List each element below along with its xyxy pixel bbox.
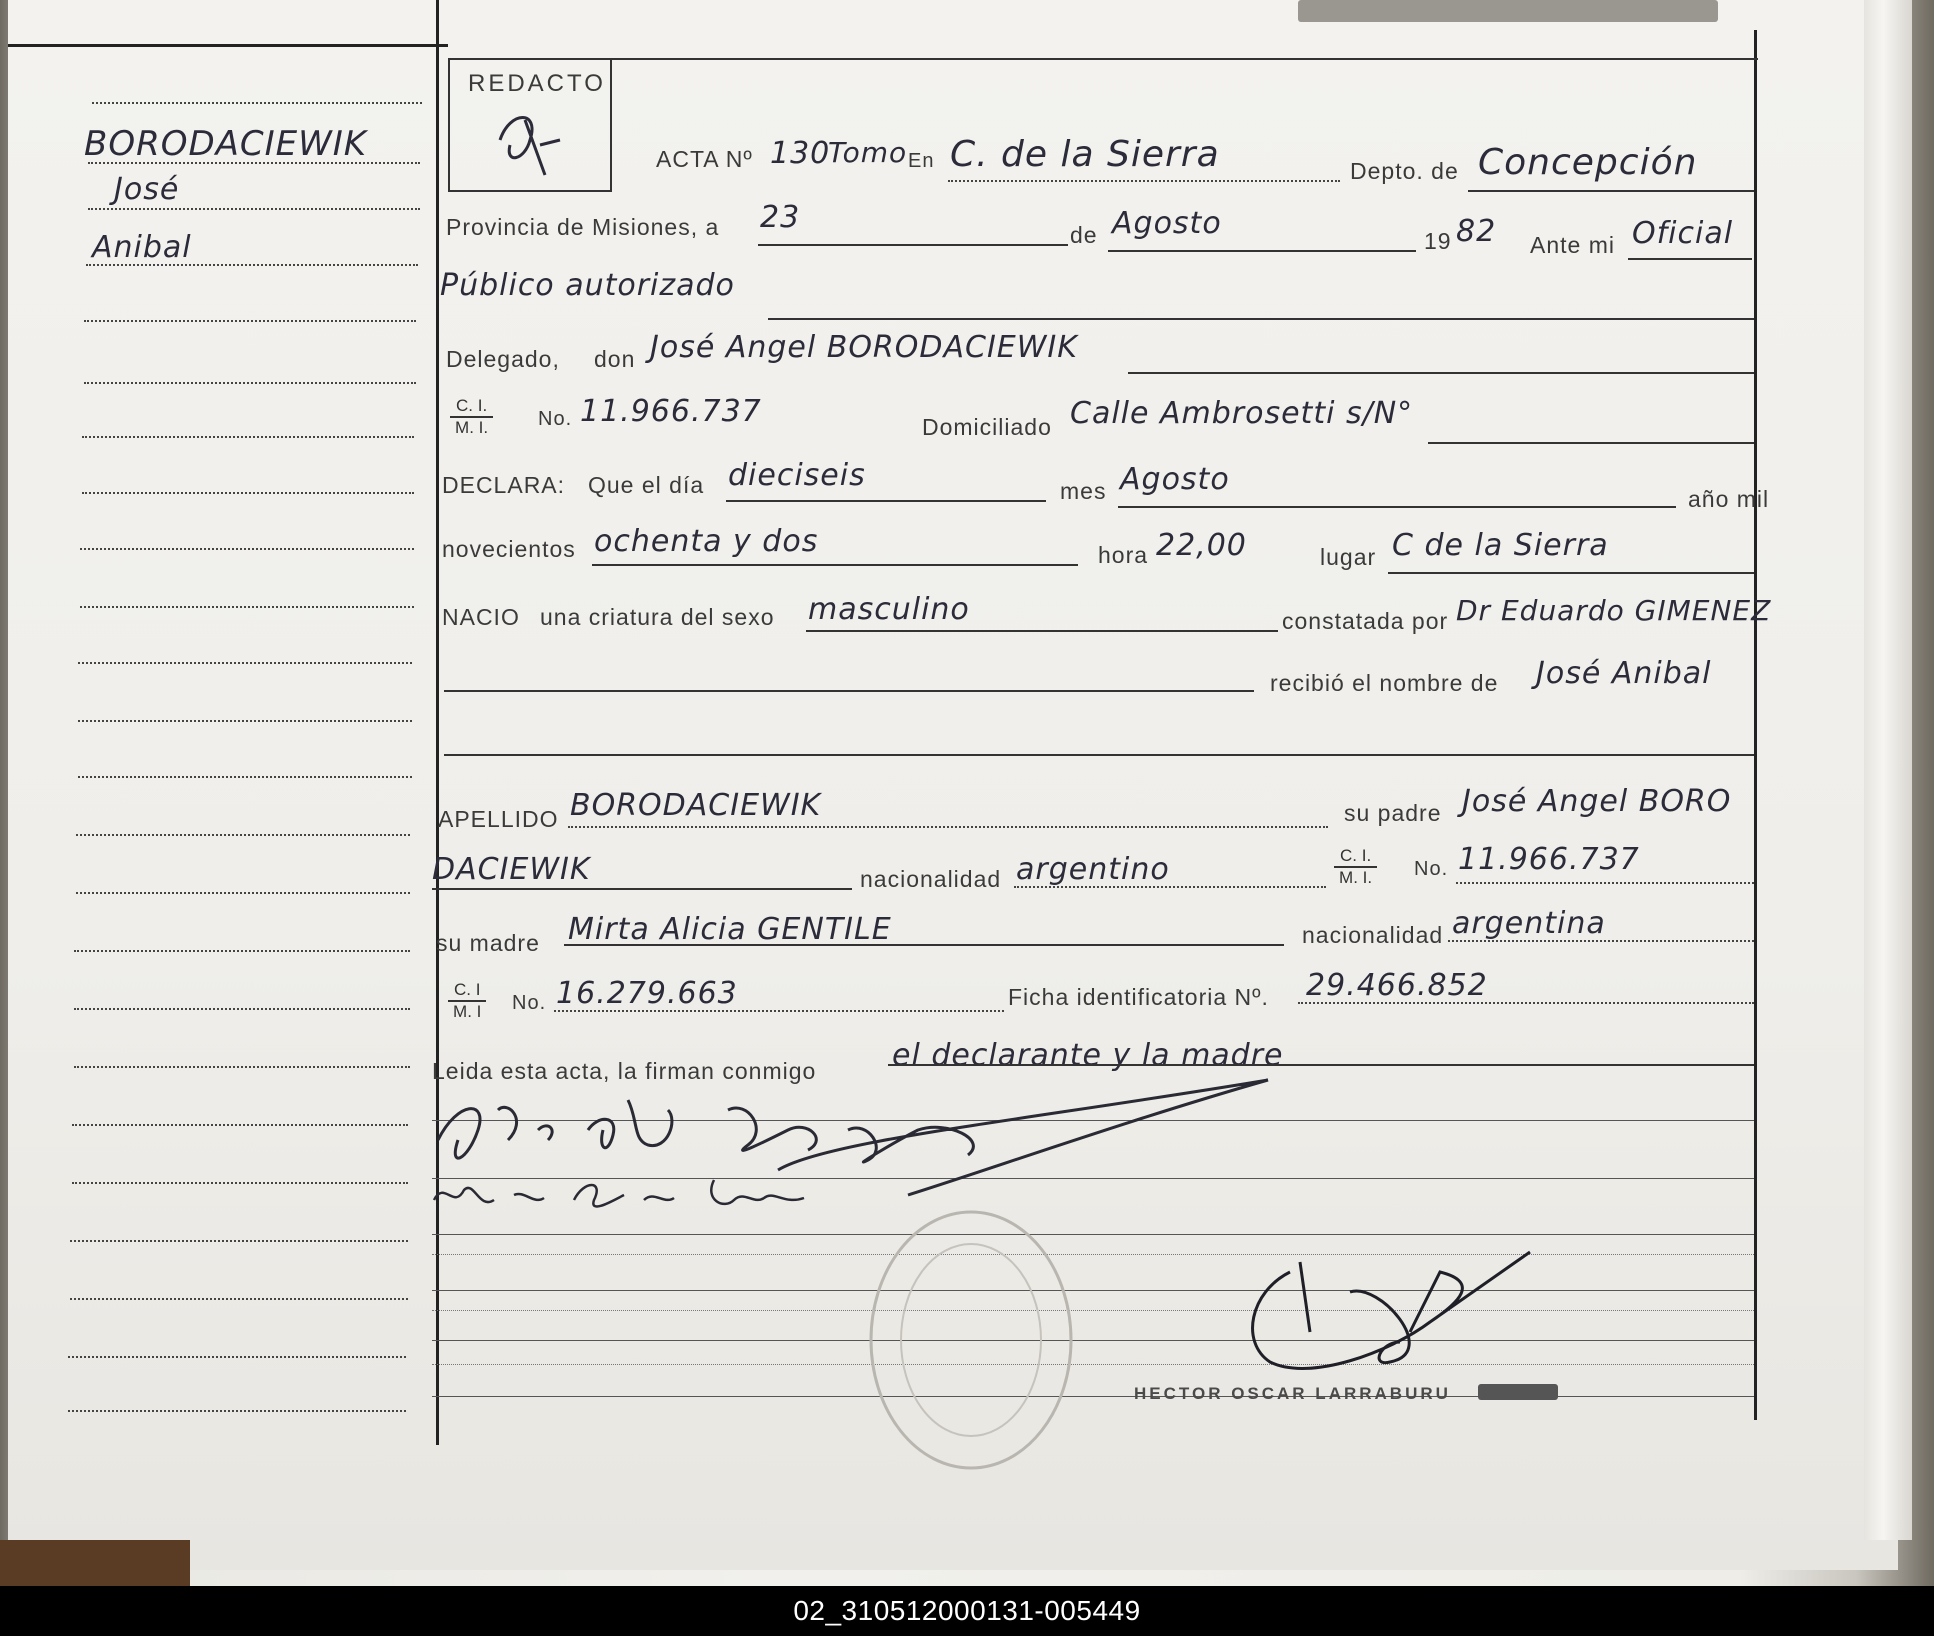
left-given-name-2: Anibal [92,230,192,265]
novecientos-label: novecientos [442,536,576,562]
no-label-1: No. [538,408,573,430]
month-line [1108,250,1416,252]
delegado-label: Delegado, [446,346,560,372]
declarant-line [1128,372,1754,374]
birth-place: C de la Sierra [1392,528,1609,563]
acta-place-line [948,180,1340,182]
hora-label: hora [1098,542,1149,568]
child-sex: masculino [808,592,970,627]
top-right-rule [448,58,1758,60]
image-id-label: 02_310512000131-005449 [0,1586,1934,1636]
year-prefix: 19 [1424,228,1452,254]
mother-nationality-label: nacionalidad [1302,922,1444,948]
signers: el declarante y la madre [892,1038,1284,1073]
birth-month-line [1118,506,1676,508]
mother-signature [424,1160,844,1230]
official-signature [1230,1232,1550,1392]
birth-day-line [726,500,1046,502]
birth-month: Agosto [1120,462,1230,497]
right-page-edges [1864,0,1912,1540]
child-surname: BORODACIEWIK [570,788,822,823]
child-name: José Anibal [1536,656,1712,691]
declarant-doc: 11.966.737 [580,394,762,429]
ficha-label: Ficha identificatoria Nº. [1008,984,1269,1010]
acta-number: 130 [770,136,831,171]
father-doc-line [1456,882,1754,884]
top-stamp-smudge [1298,0,1718,22]
ano-mil-label: año mil [1688,486,1770,512]
declarant-ci-fraction: $\frac{C. I.}{M. I.}$ [450,396,493,438]
apellido-label: APELLIDO [438,806,559,832]
en-label: En [908,150,935,172]
doctor-name: Dr Eduardo GIMENEZ [1456,594,1772,627]
lugar-label: lugar [1320,544,1377,570]
birth-day: dieciseis [728,458,866,493]
don-label: don [594,346,636,372]
recibio-label: recibió el nombre de [1270,670,1499,696]
day-line [758,244,1068,246]
birth-hour: 22,00 [1156,528,1247,563]
redacto-label: REDACTO [468,70,606,97]
official-line [1628,258,1752,260]
top-rule [8,44,448,47]
father-name-1: José Angel BORO [1462,784,1732,819]
declara-label: DECLARA: [442,472,566,498]
no-label-2: No. [1414,858,1449,880]
register-page [8,0,1898,1570]
sex-line [806,630,1278,632]
year-words-line [592,564,1078,566]
depto-label: Depto. de [1350,158,1459,184]
domicile-line [1428,442,1754,444]
mes-label: mes [1060,478,1107,504]
que-el-dia-label: Que el día [588,472,705,498]
birth-record-day: 23 [760,200,801,235]
tomo-label: Tomo [828,136,908,169]
blank-line-1 [444,690,1254,692]
acta-label: ACTA Nº [656,146,753,172]
mother-ci-fraction: $\frac{C. I}{M. I}$ [448,980,486,1022]
official-2-line [768,318,1754,320]
circular-seal [856,1200,1086,1480]
left-surname: BORODACIEWIK [84,124,368,164]
ficha-line [1298,1002,1754,1004]
father-nationality: argentino [1016,852,1170,887]
father-2-line [432,888,852,890]
constatada-label: constatada por [1282,608,1449,634]
domicile: Calle Ambrosetti s/N° [1070,396,1414,431]
father-ci-fraction: $\frac{C. I.}{M. I.}$ [1334,846,1377,888]
su-madre-label: su madre [436,930,540,956]
birth-year-words: ochenta y dos [594,524,819,559]
mother-name: Mirta Alicia GENTILE [568,912,892,947]
domiciliado-label: Domiciliado [922,414,1052,440]
father-nationality-label: nacionalidad [860,866,1002,892]
ante-label: Ante mi [1530,232,1615,258]
mother-doc: 16.279.663 [556,976,738,1011]
declarant-name: José Angel BORODACIEWIK [650,330,1078,365]
surname-line [568,826,1328,828]
father-doc: 11.966.737 [1458,842,1640,877]
left-given-name-1: José [114,172,180,207]
provincia-label: Provincia de Misiones, a [446,214,720,240]
right-border [1754,30,1757,1420]
no-label-3: No. [512,992,547,1014]
official-stamp-name: HECTOR OSCAR LARRABURU [1134,1384,1451,1403]
stamp-smudge [1478,1384,1558,1400]
official-2: Público autorizado [440,268,735,303]
depto-line [1468,190,1754,192]
record-month: Agosto [1112,206,1222,241]
de-label: de [1070,222,1098,248]
su-padre-label: su padre [1344,800,1442,826]
redacto-box [448,58,612,192]
mother-nat-line [1448,940,1754,942]
mother-line [564,944,1284,946]
ficha-value: 29.466.852 [1306,968,1488,1003]
depto-value: Concepción [1478,142,1698,183]
blank-line-2 [444,754,1754,756]
redacto-initials [470,100,620,180]
leida-label: Leida esta acta, la firman conmigo [432,1058,817,1084]
father-name-2: DACIEWIK [432,852,591,887]
birth-place-line [1388,572,1754,574]
book-cover-edge [0,1540,190,1586]
criatura-label: una criatura del sexo [540,604,775,630]
official-1: Oficial [1632,216,1734,251]
father-nat-line [1014,886,1326,888]
nacio-label: NACIO [442,604,520,630]
acta-place: C. de la Sierra [950,134,1220,175]
mother-doc-line [554,1010,1004,1012]
mother-nationality: argentina [1452,906,1606,941]
year-suffix: 82 [1456,214,1497,249]
